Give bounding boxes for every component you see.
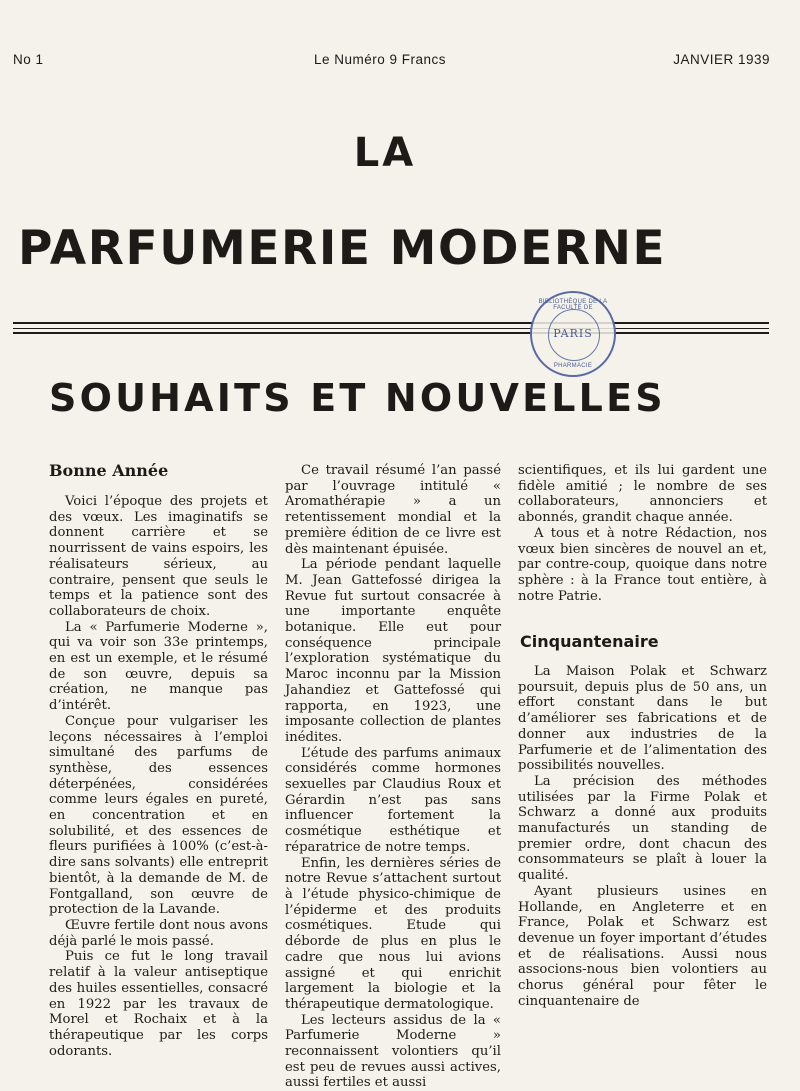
paragraph: scientifiques, et ils lui gardent une fidèle amitié ; le nombre de ses collaborateurs, annonciers et abonnés, grandit chaque année. bbox=[518, 463, 767, 526]
paragraph: A tous et à notre Rédaction, nos vœux bien sincères de nouvel an et, par contre-coup, quoique dans notre sphère : à la France tout entière, à notre Patrie. bbox=[518, 525, 767, 604]
issue-date: JANVIER 1939 bbox=[673, 52, 770, 67]
section-title: SOUHAITS ET NOUVELLES bbox=[49, 376, 666, 420]
paragraph: Enfin, les dernières séries de notre Revue s’attachent surtout à l’étude physico-chimique de l’épiderme et des produits cosmétiques. Etude qui déborde de plus en plus le cadre que nous lui avions assigné et qui enrichit largement la biologie et la thérapeutique dermatologique. bbox=[285, 855, 501, 1012]
issue-price: Le Numéro 9 Francs bbox=[314, 52, 447, 67]
paragraph: Œuvre fertile dont nous avons déjà parlé le mois passé. bbox=[49, 917, 268, 949]
paragraph: Ce travail résumé l’an passé par l’ouvrage intitulé « Aromathérapie » a un retentissement mondial et la première édition de ce livre est dès maintenant épuisée. bbox=[285, 463, 501, 557]
paragraph: La période pendant laquelle M. Jean Gattefossé dirigea la Revue fut surtout consacrée à une importante enquête botanique. Elle eut pour conséquence principale l’exploration systématique du Maroc inconnu par la Mission Jahandiez et Gattefossé qui rapporta, en 1923, une imposante collection de plantes inédites. bbox=[285, 557, 501, 745]
paragraph: Puis ce fut le long travail relatif à la valeur antiseptique des huiles essentielles, consacré en 1922 par les travaux de Morel et Rochaix et à la thérapeutique par les corps odorants. bbox=[49, 949, 268, 1059]
paragraph: Conçue pour vulgariser les leçons nécessaires à l’emploi simultané des parfums de synthèse, des essences déterpénées, considérées comme leurs égales en pureté, en concentration et en solubilité, et des essences de fleurs purifiées à 100% (c’est-à-dire sans solvants) elle entreprit bientôt, à la demande de M. de Fontgalland, son œuvre de protection de la Lavande. bbox=[49, 713, 268, 918]
stamp-center-text: PARIS bbox=[553, 327, 593, 340]
paragraph: Voici l’époque des projets et des vœux. Les imaginatifs se donnent carrière et se nourrissent de vains espoirs, les réalisateurs sérieux, au contraire, pensent que seuls le temps et la patience sont des collaborateurs de choix. bbox=[49, 494, 268, 619]
heading-bonne-annee: Bonne Année bbox=[49, 461, 169, 480]
paragraph: Ayant plusieurs usines en Hollande, en Angleterre et en France, Polak et Schwarz est devenue un foyer important d’études et de réalisations. Aussi nous associons-nous bien volontiers au chorus général pour fêter le cinquantenaire de bbox=[518, 883, 767, 1009]
masthead-rule-top bbox=[13, 322, 769, 324]
library-stamp bbox=[530, 291, 616, 377]
paragraph: La « Parfumerie Moderne », qui va voir son 33e printemps, en est un exemple, et le résumé de son œuvre, depuis sa création, ne manque pas d’intérêt. bbox=[49, 619, 268, 714]
column-3 bbox=[518, 463, 767, 604]
column-1 bbox=[49, 494, 268, 1059]
masthead-article: LA bbox=[353, 130, 417, 176]
masthead-rule-middle bbox=[13, 328, 769, 329]
heading-cinquantenaire: Cinquantenaire bbox=[520, 632, 659, 651]
masthead-rule-bottom bbox=[13, 332, 769, 334]
paragraph: Les lecteurs assidus de la « Parfumerie Moderne » reconnaissent volontiers qu’il est peu de revues aussi actives, aussi fertiles et aussi bbox=[285, 1012, 501, 1091]
stamp-top-text: BIBLIOTHÈQUE DE LA FACULTÉ DE bbox=[538, 299, 608, 311]
paragraph: La Maison Polak et Schwarz poursuit, depuis plus de 50 ans, un effort constant dans le but d’améliorer ses fabrications et de donner aux industries de la Parfumerie et de l’alimentation des possibilités nouvelles. bbox=[518, 664, 767, 774]
issue-number: No 1 bbox=[13, 52, 44, 67]
masthead-title: PARFUMERIE MODERNE bbox=[18, 221, 667, 276]
paragraph: La précision des méthodes utilisées par la Firme Polak et Schwarz a donné aux produits manufacturés un standing de premier ordre, dont chacun des consommateurs se plaît à louer la qualité. bbox=[518, 773, 767, 884]
stamp-bottom-text: PHARMACIE bbox=[553, 363, 593, 369]
column-3-cinquantenaire bbox=[518, 664, 767, 1009]
column-2 bbox=[285, 463, 501, 1091]
paragraph: L’étude des parfums animaux considérés comme hormones sexuelles par Claudius Roux et Gérardin n’est pas sans influencer fortement la cosmétique esthétique et réparatrice de notre temps. bbox=[285, 745, 501, 855]
